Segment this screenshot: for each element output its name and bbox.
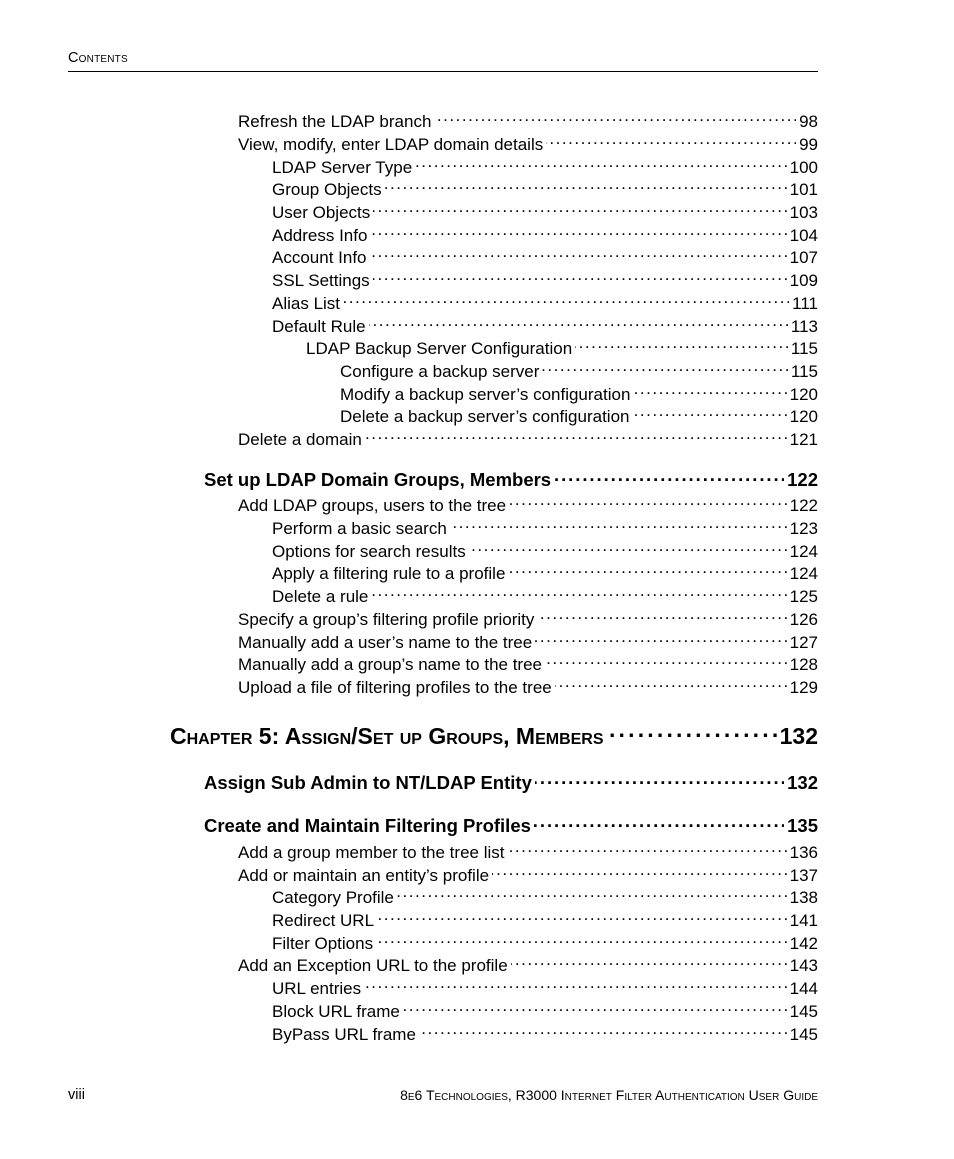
toc-entry [340, 399, 818, 426]
dot-leader [419, 1017, 787, 1040]
toc-entry-page: 124 [789, 542, 818, 561]
toc-entry-page: 126 [789, 610, 818, 629]
dot-leader [535, 766, 784, 789]
toc-entry-title: User Objects [272, 203, 371, 222]
dot-leader [507, 835, 786, 858]
toc-entry [272, 309, 818, 336]
toc-entry-title: Perform a basic search [272, 519, 447, 538]
toc-entry-title: Upload a file of filtering profiles to the tree [238, 678, 552, 697]
toc-entry-page: 122 [789, 496, 818, 515]
toc-entry-title: LDAP Backup Server Configuration [306, 339, 573, 358]
toc-entry [272, 195, 818, 222]
dot-leader [403, 994, 787, 1017]
toc-entry [238, 422, 818, 449]
toc-entry-title: Alias List [272, 294, 341, 313]
toc-entry [272, 994, 818, 1021]
toc-entry [272, 1017, 818, 1044]
dot-leader [365, 422, 787, 445]
toc-entry-title: Add or maintain an entity’s profile [238, 866, 490, 885]
dot-leader [632, 399, 786, 422]
toc-entry-title: Apply a filtering rule to a profile [272, 564, 506, 583]
toc-entry-title: Refresh the LDAP branch [238, 112, 432, 131]
toc-entry-page: 107 [789, 248, 818, 267]
toc-entry-page: 135 [787, 815, 818, 836]
dot-leader [546, 127, 796, 150]
toc-section-entry [204, 766, 818, 793]
page-number: viii [68, 1087, 85, 1103]
dot-leader [373, 263, 787, 286]
toc-section-entry [204, 809, 818, 836]
toc-entry [340, 377, 818, 404]
dot-leader [370, 218, 786, 241]
toc-entry-page: 137 [789, 866, 818, 885]
toc-entry-title: Manually add a group’s name to the tree [238, 655, 542, 674]
dot-leader [450, 511, 787, 534]
toc-entry-title: Delete a backup server’s configuration [340, 407, 630, 426]
dot-leader [537, 602, 786, 625]
toc-entry-page: 138 [789, 888, 818, 907]
dot-leader [555, 670, 787, 693]
dot-leader [542, 354, 788, 377]
toc-entry-title: Assign Sub Admin to NT/LDAP Entity [204, 772, 532, 793]
toc-entry [306, 331, 818, 358]
toc-entry-page: 115 [790, 362, 818, 381]
dot-leader [545, 647, 787, 670]
toc-entry-page: 132 [779, 723, 818, 749]
toc-entry-page: 113 [790, 317, 818, 336]
toc-entry [272, 150, 818, 177]
toc-entry [272, 172, 818, 199]
dot-leader [364, 971, 786, 994]
toc-entry-page: 132 [787, 772, 818, 793]
toc-chapter-entry [170, 714, 818, 749]
dot-leader [377, 903, 787, 926]
toc-entry-title: Block URL frame [272, 1002, 400, 1021]
dot-leader [343, 286, 789, 309]
dot-leader [434, 104, 796, 127]
toc-entry [340, 354, 818, 381]
dot-leader [511, 948, 787, 971]
toc-entry [272, 971, 818, 998]
toc-entry [272, 534, 818, 561]
dot-leader [469, 534, 787, 557]
toc-entry [272, 240, 818, 267]
toc-entry-title: SSL Settings [272, 271, 370, 290]
toc-entry-page: 99 [799, 135, 818, 154]
toc-entry-title: Set up LDAP Domain Groups, Members [204, 469, 552, 490]
toc-entry-title: LDAP Server Type [272, 158, 413, 177]
dot-leader [385, 172, 787, 195]
toc-entry [238, 647, 818, 674]
running-header: Contents [68, 50, 128, 66]
toc-entry-page: 142 [789, 934, 818, 953]
toc-entry-page: 143 [789, 956, 818, 975]
toc-entry-title: ByPass URL frame [272, 1025, 416, 1044]
toc-entry-title: Configure a backup server [340, 362, 540, 381]
toc-entry-page: 120 [789, 385, 818, 404]
toc-entry-title: Options for search results [272, 542, 466, 561]
dot-leader [535, 625, 786, 648]
toc-entry-page: 98 [799, 112, 818, 131]
toc-entry-title: Add a group member to the tree list [238, 843, 505, 862]
toc-entry-title: Modify a backup server’s configuration [340, 385, 631, 404]
dot-leader [415, 150, 786, 173]
dot-leader [369, 309, 788, 332]
toc-entry [238, 625, 818, 652]
toc-entry-title: Redirect URL [272, 911, 375, 930]
header-rule [68, 71, 818, 72]
toc-entry [238, 127, 818, 154]
dot-leader [633, 377, 786, 400]
toc-entry-page: 144 [789, 979, 818, 998]
dot-leader [370, 240, 787, 263]
dot-leader [373, 195, 786, 218]
toc-entry [272, 880, 818, 907]
toc-entry [272, 218, 818, 245]
toc-entry [272, 556, 818, 583]
toc-entry [238, 488, 818, 515]
toc-entry-page: 104 [789, 226, 818, 245]
toc-entry-title: URL entries [272, 979, 362, 998]
toc-entry-page: 145 [789, 1025, 818, 1044]
toc-entry-page: 141 [789, 911, 818, 930]
dot-leader [607, 714, 777, 744]
toc-entry-title: Category Profile [272, 888, 394, 907]
toc-entry [238, 602, 818, 629]
toc-entry-title: Default Rule [272, 317, 366, 336]
toc-entry-page: 111 [792, 294, 818, 313]
running-footer: 8e6 Technologies, R3000 Internet Filter Authentication User Guide [400, 1087, 818, 1103]
dot-leader [534, 809, 784, 832]
toc-entry-title: Delete a domain [238, 430, 362, 449]
dot-leader [554, 463, 784, 486]
toc-entry [272, 926, 818, 953]
toc-entry-page: 127 [789, 633, 818, 652]
toc-entry-title: Group Objects [272, 180, 382, 199]
toc-entry [238, 670, 818, 697]
toc-entry [238, 104, 818, 131]
dot-leader [575, 331, 788, 354]
toc-entry-page: 103 [789, 203, 818, 222]
toc-entry-title: View, modify, enter LDAP domain details [238, 135, 544, 154]
dot-leader [509, 488, 787, 511]
toc-entry-page: 101 [789, 180, 818, 199]
toc-entry-page: 100 [789, 158, 818, 177]
toc-entry-page: 122 [787, 469, 818, 490]
dot-leader [397, 880, 787, 903]
toc-entry-title: Chapter 5: Assign/Set up Groups, Members [170, 723, 604, 749]
toc-entry-page: 136 [789, 843, 818, 862]
dot-leader [376, 926, 787, 949]
toc-entry [272, 579, 818, 606]
toc-entry-title: Manually add a user’s name to the tree [238, 633, 533, 652]
toc-entry-page: 121 [789, 430, 818, 449]
dot-leader [492, 858, 787, 881]
toc-entry-title: Delete a rule [272, 587, 369, 606]
toc-entry-title: Address Info [272, 226, 368, 245]
toc-entry [272, 286, 818, 313]
toc-section-entry [204, 463, 818, 490]
toc-entry [238, 858, 818, 885]
toc-entry [272, 511, 818, 538]
toc-entry [272, 263, 818, 290]
toc-entry-page: 109 [789, 271, 818, 290]
toc-entry-page: 124 [789, 564, 818, 583]
toc-entry-title: Account Info [272, 248, 367, 267]
toc-entry-page: 129 [789, 678, 818, 697]
toc-entry-page: 123 [789, 519, 818, 538]
dot-leader [371, 579, 786, 602]
toc-entry-page: 128 [789, 655, 818, 674]
toc-entry-page: 120 [789, 407, 818, 426]
toc-entry-page: 115 [790, 339, 818, 358]
toc-entry-title: Add an Exception URL to the profile [238, 956, 508, 975]
toc-entry-title: Create and Maintain Filtering Profiles [204, 815, 531, 836]
toc-entry [238, 948, 818, 975]
toc-entry-page: 125 [789, 587, 818, 606]
dot-leader [508, 556, 786, 579]
toc-entry-title: Add LDAP groups, users to the tree [238, 496, 507, 515]
toc-entry-title: Filter Options [272, 934, 374, 953]
toc-entry-page: 145 [789, 1002, 818, 1021]
toc-entry-title: Specify a group’s filtering profile priority [238, 610, 535, 629]
toc-entry [238, 835, 818, 862]
toc-entry [272, 903, 818, 930]
